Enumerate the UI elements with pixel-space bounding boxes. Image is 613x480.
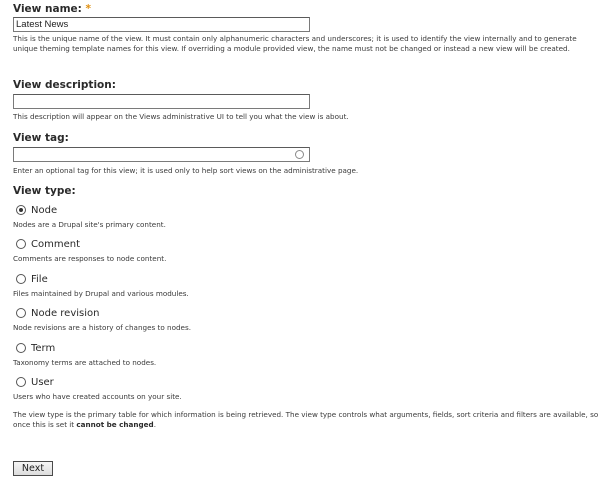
view-name-label-text: View name: bbox=[13, 3, 82, 15]
view-name-item bbox=[13, 3, 608, 54]
radio-button-user[interactable] bbox=[16, 377, 26, 387]
required-marker: * bbox=[85, 3, 91, 15]
autocomplete-throbber-icon bbox=[295, 150, 304, 159]
view-name-input[interactable] bbox=[13, 17, 310, 32]
view-description-description: This description will appear on the Views administrative UI to tell you what the view is about. bbox=[13, 112, 349, 121]
radio-button-comment[interactable] bbox=[16, 239, 26, 249]
radio-file[interactable] bbox=[16, 273, 48, 285]
view-name-description: This is the unique name of the view. It must contain only alphanumeric characters and underscores; it is used to identify the view internally and to generate unique theming template names for this view. If overriding a module provided view, the name must not be changed or instead a new view will be created. bbox=[13, 34, 577, 54]
radio-button-file[interactable] bbox=[16, 274, 26, 284]
view-tag-item bbox=[13, 132, 608, 176]
view-type-description bbox=[13, 410, 603, 431]
view-name-label bbox=[13, 3, 608, 15]
radio-comment[interactable] bbox=[16, 238, 80, 250]
radio-label-node: Node bbox=[31, 204, 58, 216]
radio-description-user: Users who have created accounts on your site. bbox=[13, 392, 182, 401]
radio-term[interactable] bbox=[16, 342, 55, 354]
view-type-label: View type: bbox=[13, 185, 76, 197]
radio-button-node[interactable] bbox=[16, 205, 26, 215]
view-description-item bbox=[13, 79, 608, 122]
radio-label-term: Term bbox=[31, 342, 56, 354]
view-description-input[interactable] bbox=[13, 94, 310, 109]
radio-label-file: File bbox=[31, 273, 48, 285]
radio-description-term: Taxonomy terms are attached to nodes. bbox=[13, 358, 157, 367]
view-type-item bbox=[13, 185, 608, 197]
view-type-description-text: The view type is the primary table for which information is being retrieved. The view type controls what arguments, fields, sort criteria and filters are available, so once this is set it bbox=[13, 410, 599, 430]
radio-description-comment: Comments are responses to node content. bbox=[13, 254, 167, 263]
radio-description-node-revision: Node revisions are a history of changes to nodes. bbox=[13, 323, 191, 332]
radio-label-comment: Comment bbox=[31, 238, 80, 250]
view-tag-input[interactable] bbox=[13, 147, 310, 162]
radio-button-node-revision[interactable] bbox=[16, 308, 26, 318]
radio-user[interactable] bbox=[16, 376, 54, 388]
view-type-description-emphasis: cannot be changed bbox=[76, 420, 154, 430]
radio-label-node-revision: Node revision bbox=[31, 307, 100, 319]
next-button[interactable]: Next bbox=[13, 461, 53, 476]
view-type-description-end: . bbox=[153, 420, 156, 430]
radio-description-file: Files maintained by Drupal and various modules. bbox=[13, 289, 189, 298]
radio-label-user: User bbox=[31, 376, 54, 388]
radio-node[interactable] bbox=[16, 204, 57, 216]
view-description-label: View description: bbox=[13, 79, 116, 91]
radio-button-term[interactable] bbox=[16, 343, 26, 353]
radio-description-node: Nodes are a Drupal site's primary content. bbox=[13, 220, 166, 229]
radio-node-revision[interactable] bbox=[16, 307, 99, 319]
view-tag-field bbox=[13, 147, 308, 162]
view-tag-description: Enter an optional tag for this view; it is used only to help sort views on the administrative page. bbox=[13, 166, 359, 175]
view-tag-label: View tag: bbox=[13, 132, 69, 144]
